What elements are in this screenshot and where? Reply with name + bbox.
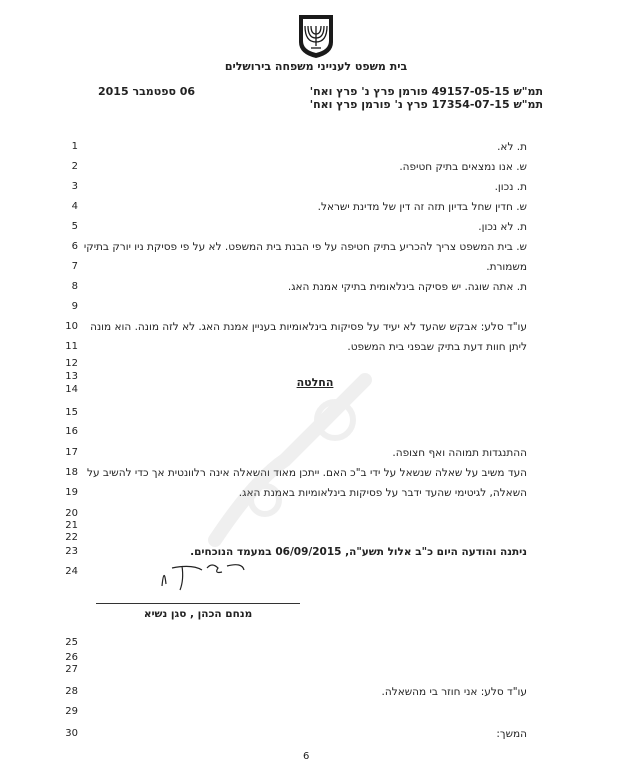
line-text: ש. אנו נמצאים בתיק חטיפה. bbox=[399, 161, 527, 173]
line-number: 24 bbox=[65, 566, 78, 577]
line-number: 29 bbox=[65, 706, 78, 717]
line-text: ת. לא. bbox=[497, 141, 527, 153]
line-number: 14 bbox=[65, 384, 78, 395]
line-text: ש. חדין שחל בדיון תזה זה דין של מדינת ישראל. bbox=[317, 201, 527, 213]
line-text: ליתן חוות דעת בתיק שבפני בית המשפט. bbox=[347, 341, 527, 353]
line-text: ת. לא נכון. bbox=[478, 221, 527, 233]
line-number: 2 bbox=[71, 161, 78, 172]
line-number: 11 bbox=[65, 341, 78, 352]
line-text: עו"ד סלע: אני חוזר בי מהשאלה. bbox=[381, 686, 527, 698]
line-number: 1 bbox=[71, 141, 78, 152]
case-number-1: תמ"ש 49157-05-15 פורמן פרץ נ' פרץ ואח' bbox=[309, 85, 543, 98]
line-text: העד משיב על שאלה שנשאל על ידי ב"כ האם. ייתכן מאוד והשאלה אינה רלוונטית אך כדי להשיב על bbox=[87, 467, 527, 479]
line-number: 17 bbox=[65, 447, 78, 458]
page-number: 6 bbox=[303, 751, 310, 762]
line-text: המשך: bbox=[496, 728, 527, 740]
signature-line bbox=[96, 603, 300, 604]
line-number: 25 bbox=[65, 637, 78, 648]
case-number-2: תמ"ש 17354-07-15 פרץ נ' פורמן פרץ ואח' bbox=[309, 98, 543, 111]
line-number: 5 bbox=[71, 221, 78, 232]
line-number: 16 bbox=[65, 426, 78, 437]
decision-title: החלטה bbox=[296, 376, 334, 389]
line-number: 27 bbox=[65, 664, 78, 675]
line-number: 3 bbox=[71, 181, 78, 192]
line-number: 20 bbox=[65, 508, 78, 519]
line-number: 13 bbox=[65, 371, 78, 382]
line-number: 28 bbox=[65, 686, 78, 697]
line-text: עו"ד סלע: אבקש שהעד לא יעיד על פסיקות בינלאומיות בעניין אמנת האג. לא לזה מונה. הוא מונה bbox=[90, 321, 527, 333]
line-text: ת. אתה שוגה. יש פסיקה בינלאומית בתיקי אמנת האג. bbox=[287, 281, 527, 293]
line-number: 9 bbox=[71, 301, 78, 312]
line-number: 15 bbox=[65, 407, 78, 418]
line-number: 4 bbox=[71, 201, 78, 212]
line-number: 8 bbox=[71, 281, 78, 292]
line-text: ניתנה והודעה היום כ"ב אלול תשע"ה, 06/09/2015 במעמד הנוכחים. bbox=[190, 546, 527, 558]
state-emblem-icon bbox=[296, 12, 336, 60]
watermark-stamp-icon bbox=[195, 360, 385, 560]
line-number: 10 bbox=[65, 321, 78, 332]
line-text: ההתנגדות תמוהה ואף חצופה. bbox=[392, 447, 527, 459]
line-number: 26 bbox=[65, 652, 78, 663]
line-number: 21 bbox=[65, 520, 78, 531]
line-number: 6 bbox=[71, 241, 78, 252]
line-number: 30 bbox=[65, 728, 78, 739]
line-text: ש. בית המשפט צריך להכריע בתיק חטיפה על פי הבנת בית המשפט. לא על פי פסיקת ניו יורק בתיקי bbox=[83, 241, 527, 253]
handwritten-signature bbox=[152, 556, 252, 596]
line-number: 12 bbox=[65, 358, 78, 369]
judge-name: מנחם הכהן , סגן נשיא bbox=[143, 608, 253, 620]
document-date: 06 ספטמבר 2015 bbox=[98, 85, 196, 98]
line-text: ת. נכון. bbox=[494, 181, 527, 193]
line-number: 19 bbox=[65, 487, 78, 498]
line-number: 22 bbox=[65, 532, 78, 543]
line-number: 7 bbox=[71, 261, 78, 272]
line-number: 18 bbox=[65, 467, 78, 478]
line-text: השאלה, לגיטימי שהעד ידבר על פסיקות בינלאומיות באמנת האג. bbox=[238, 487, 527, 499]
line-text: משמורת. bbox=[486, 261, 527, 273]
line-number: 23 bbox=[65, 546, 78, 557]
court-name: בית משפט לענייני משפחה בירושלים bbox=[224, 60, 408, 73]
